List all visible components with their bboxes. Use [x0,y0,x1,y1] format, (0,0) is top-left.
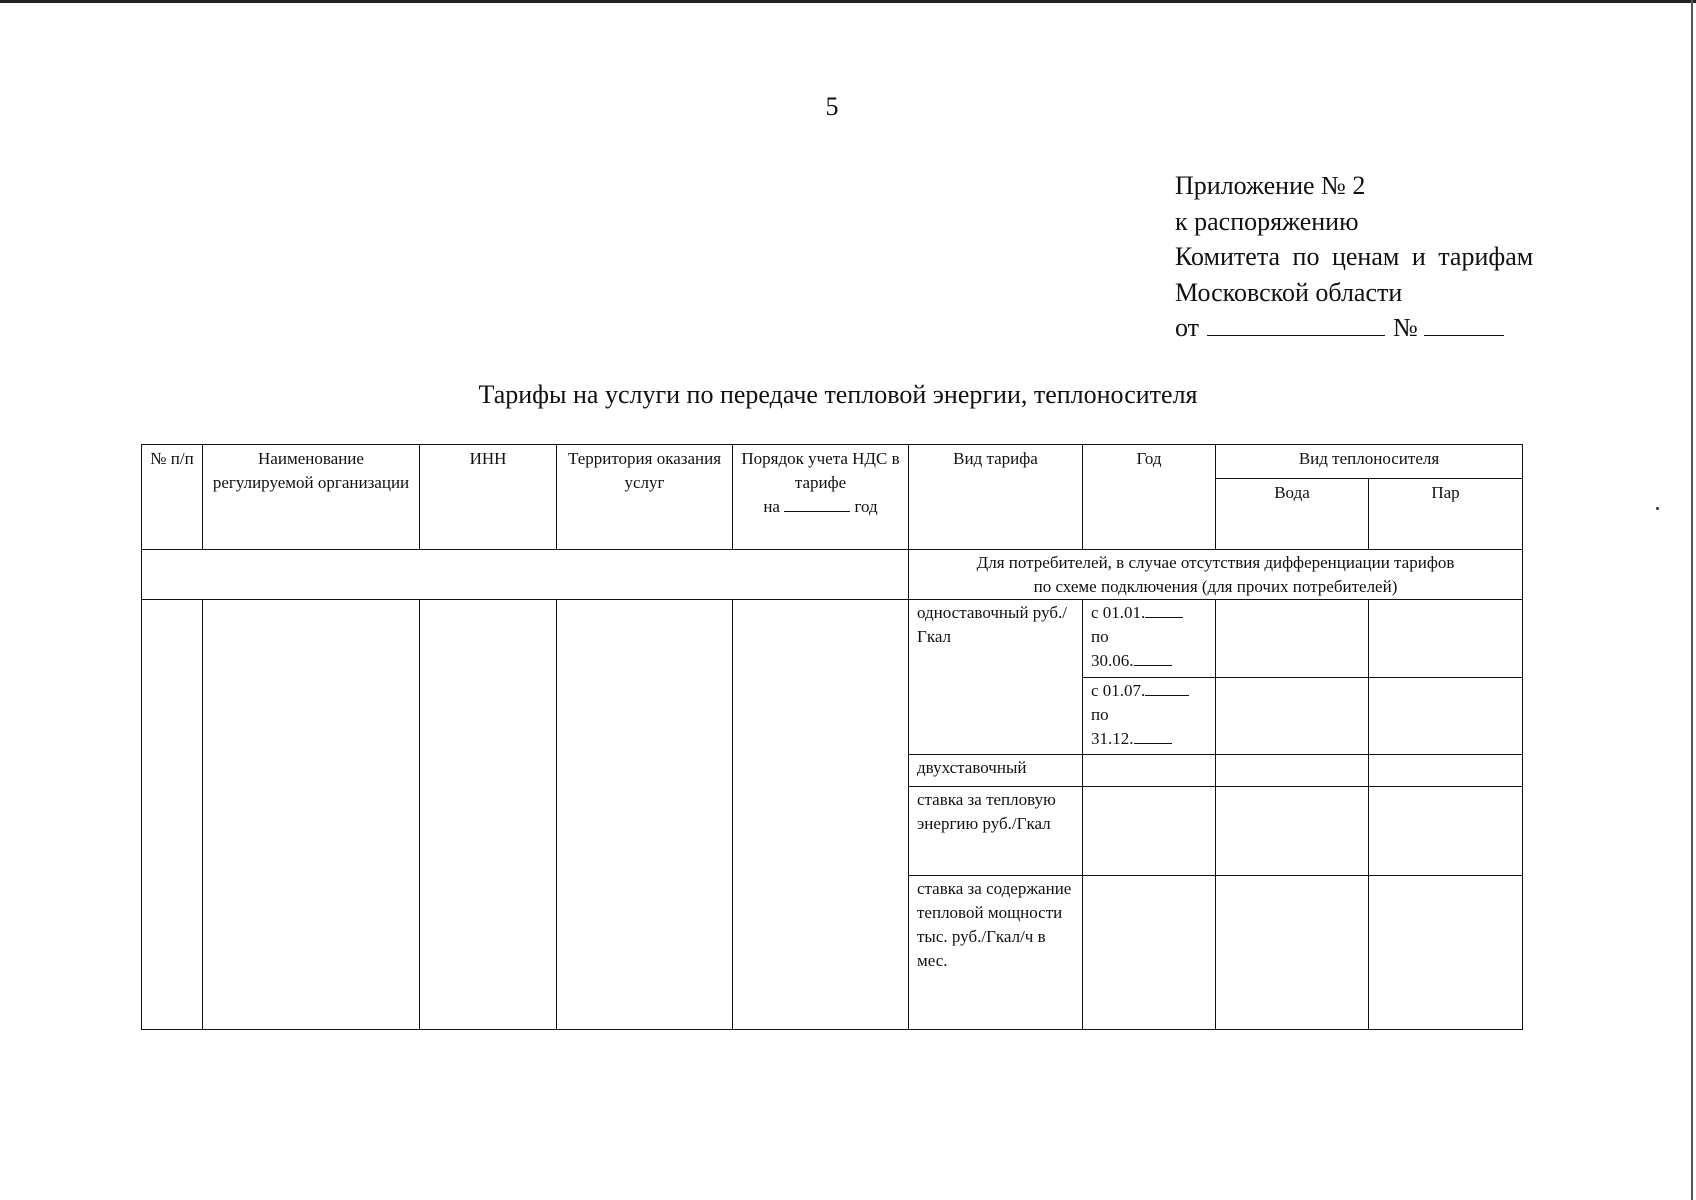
appendix-date-line [1175,310,1533,346]
vat-year-blank [784,495,850,512]
date-blank [1207,311,1385,336]
period1-from: с 01.01. [1091,603,1146,622]
section-caption-line-2: по схеме подключения (для прочих потребителей) [1033,577,1398,596]
number-sign: № [1393,313,1418,342]
appendix-block [1175,168,1533,346]
cell-year-5 [1083,876,1216,1030]
cell-num [142,600,203,1030]
date-prefix: от [1175,313,1200,342]
cell-steam-2 [1369,678,1523,755]
period1-to: 30.06. [1091,651,1134,670]
header-row-1 [142,445,1523,479]
appendix-line-2: к распоряжению [1175,206,1359,236]
cell-year-3 [1083,755,1216,787]
cell-steam-3 [1369,755,1523,787]
cell-energy-rate: ставка за тепловую энергию руб./Гкал [909,787,1083,876]
tariffs-table [141,444,1523,1030]
cell-one-rate: одноставочный руб./Гкал [909,600,1083,755]
cell-water-1 [1216,600,1369,678]
table-row [142,600,1523,678]
header-vat-prefix: на [763,497,780,516]
page-right-edge [1691,0,1693,1200]
header-org: Наименование регулируемой организации [203,445,420,550]
period2-from-blank [1145,679,1189,696]
appendix-line-3: Комитета по ценам и тарифам [1175,242,1534,271]
header-vat-text: Порядок учета НДС в тарифе [741,449,900,492]
section-caption-line-1: Для потребителей, в случае отсутствия дифференциации тарифов [976,553,1455,572]
cell-water-4 [1216,787,1369,876]
cell-steam-1 [1369,600,1523,678]
period2-to-blank [1134,727,1172,744]
cell-capacity-rate: ставка за содержание тепловой мощности тыс. руб./Гкал/ч в мес. [909,876,1083,1030]
cell-org [203,600,420,1030]
appendix-line-1: Приложение № 2 [1175,171,1366,200]
cell-period-2 [1083,678,1216,755]
scan-dot [1656,507,1659,510]
section-row-empty [142,550,909,600]
cell-vat [733,600,909,1030]
header-carrier: Вид теплоносителя [1216,445,1523,479]
number-blank [1424,311,1504,336]
cell-water-2 [1216,678,1369,755]
header-year: Год [1083,445,1216,550]
header-num: № п/п [142,445,203,550]
header-vat [733,445,909,550]
document-title: Тарифы на услуги по передаче тепловой энергии, теплоносителя [478,380,1198,409]
header-inn: ИНН [420,445,557,550]
page-number: 5 [825,92,839,121]
cell-period-1 [1083,600,1216,678]
page-top-edge [0,0,1696,3]
section-caption [909,550,1523,600]
cell-steam-5 [1369,876,1523,1030]
cell-year-4 [1083,787,1216,876]
header-tariff-type: Вид тарифа [909,445,1083,550]
cell-inn [420,600,557,1030]
cell-steam-4 [1369,787,1523,876]
cell-water-3 [1216,755,1369,787]
period1-to-blank [1134,649,1172,666]
header-water: Вода [1216,479,1369,550]
appendix-line-4: Московской области [1175,277,1403,307]
period1-from-blank [1145,601,1183,618]
cell-territory [557,600,733,1030]
cell-water-5 [1216,876,1369,1030]
section-row [142,550,1523,600]
period1-to-word: по [1091,627,1109,646]
period2-from: с 01.07. [1091,681,1146,700]
period2-to: 31.12. [1091,729,1134,748]
header-territory: Территория оказания услуг [557,445,733,550]
header-vat-suffix: год [854,497,878,516]
cell-two-rate: двухставочный [909,755,1083,787]
header-steam: Пар [1369,479,1523,550]
period2-to-word: по [1091,705,1109,724]
